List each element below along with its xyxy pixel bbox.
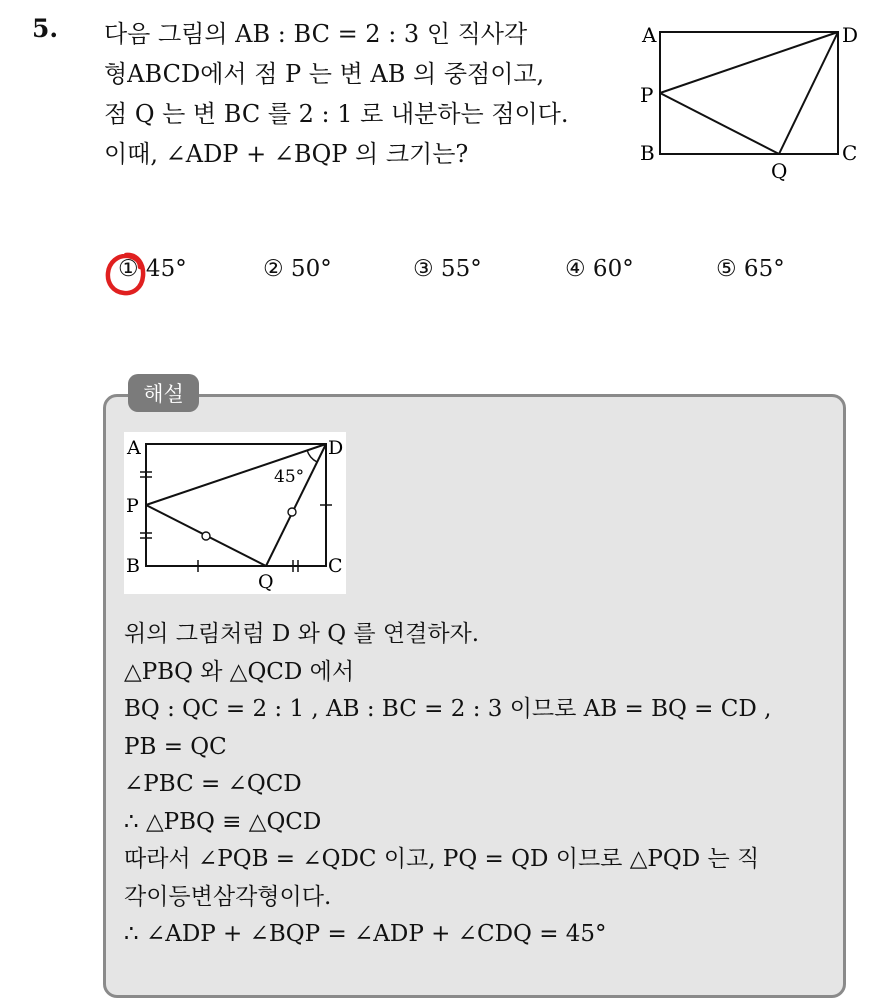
label-p: P	[126, 495, 139, 517]
label-c: C	[328, 555, 343, 577]
solution-line: 각이등변삼각형이다.	[124, 883, 332, 910]
label-c: C	[842, 141, 858, 165]
answer-choices	[110, 256, 830, 296]
circle-mark-pq	[202, 532, 210, 540]
solution-line: 위의 그림처럼 D 와 Q 를 연결하자.	[124, 621, 480, 647]
answer-mark-circle	[104, 249, 148, 299]
angle-label: 45°	[274, 467, 305, 487]
circle-mark-qd	[288, 508, 296, 516]
rectangle-abcd	[660, 32, 838, 154]
label-d: D	[842, 23, 859, 47]
solution-line: ∴ ∠ADP + ∠BQP = ∠ADP + ∠CDQ = 45°	[124, 921, 607, 947]
solution-line: BQ : QC = 2 : 1 , AB : BC = 2 : 3 이므로 AB = BQ = CD ,	[124, 696, 772, 722]
choice-3[interactable]: ③ 55°	[413, 256, 482, 282]
question-text	[104, 14, 604, 174]
label-p: P	[640, 83, 654, 107]
choice-1[interactable]: ① 45°	[118, 256, 187, 282]
question-number: 5.	[32, 14, 59, 43]
label-a: A	[642, 23, 657, 47]
solution-text	[124, 616, 834, 954]
label-q: Q	[258, 571, 274, 593]
question-line: 다음 그림의 AB : BC = 2 : 3 인 직사각	[104, 20, 528, 48]
solution-line: △PBQ 와 △QCD 에서	[124, 658, 355, 685]
solution-line: ∠PBC = ∠QCD	[124, 771, 302, 797]
label-a: A	[127, 437, 141, 459]
question-figure	[632, 18, 864, 186]
segment-qd	[779, 32, 838, 154]
choice-2[interactable]: ② 50°	[263, 256, 332, 282]
segment-pd	[660, 32, 838, 93]
choice-4[interactable]: ④ 60°	[565, 256, 634, 282]
label-q: Q	[771, 159, 788, 183]
solution-line: PB = QC	[124, 733, 227, 760]
solution-tag: 해설	[128, 374, 199, 412]
question-line: 점 Q 는 변 BC 를 2 : 1 로 내분하는 점이다.	[104, 100, 569, 128]
label-d: D	[328, 437, 344, 459]
question-line: 이때, ∠ADP + ∠BQP 의 크기는?	[104, 140, 469, 168]
segment-pq	[660, 93, 779, 154]
solution-line: 따라서 ∠PQB = ∠QDC 이고, PQ = QD 이므로 △PQD 는 직	[124, 846, 760, 872]
solution-figure	[124, 432, 346, 594]
label-b: B	[640, 141, 655, 165]
choice-5[interactable]: ⑤ 65°	[716, 256, 785, 282]
solution-line: ∴ △PBQ ≡ △QCD	[124, 808, 322, 835]
question-line: 형ABCD에서 점 P 는 변 AB 의 중점이고,	[104, 60, 545, 88]
label-b: B	[126, 555, 140, 577]
